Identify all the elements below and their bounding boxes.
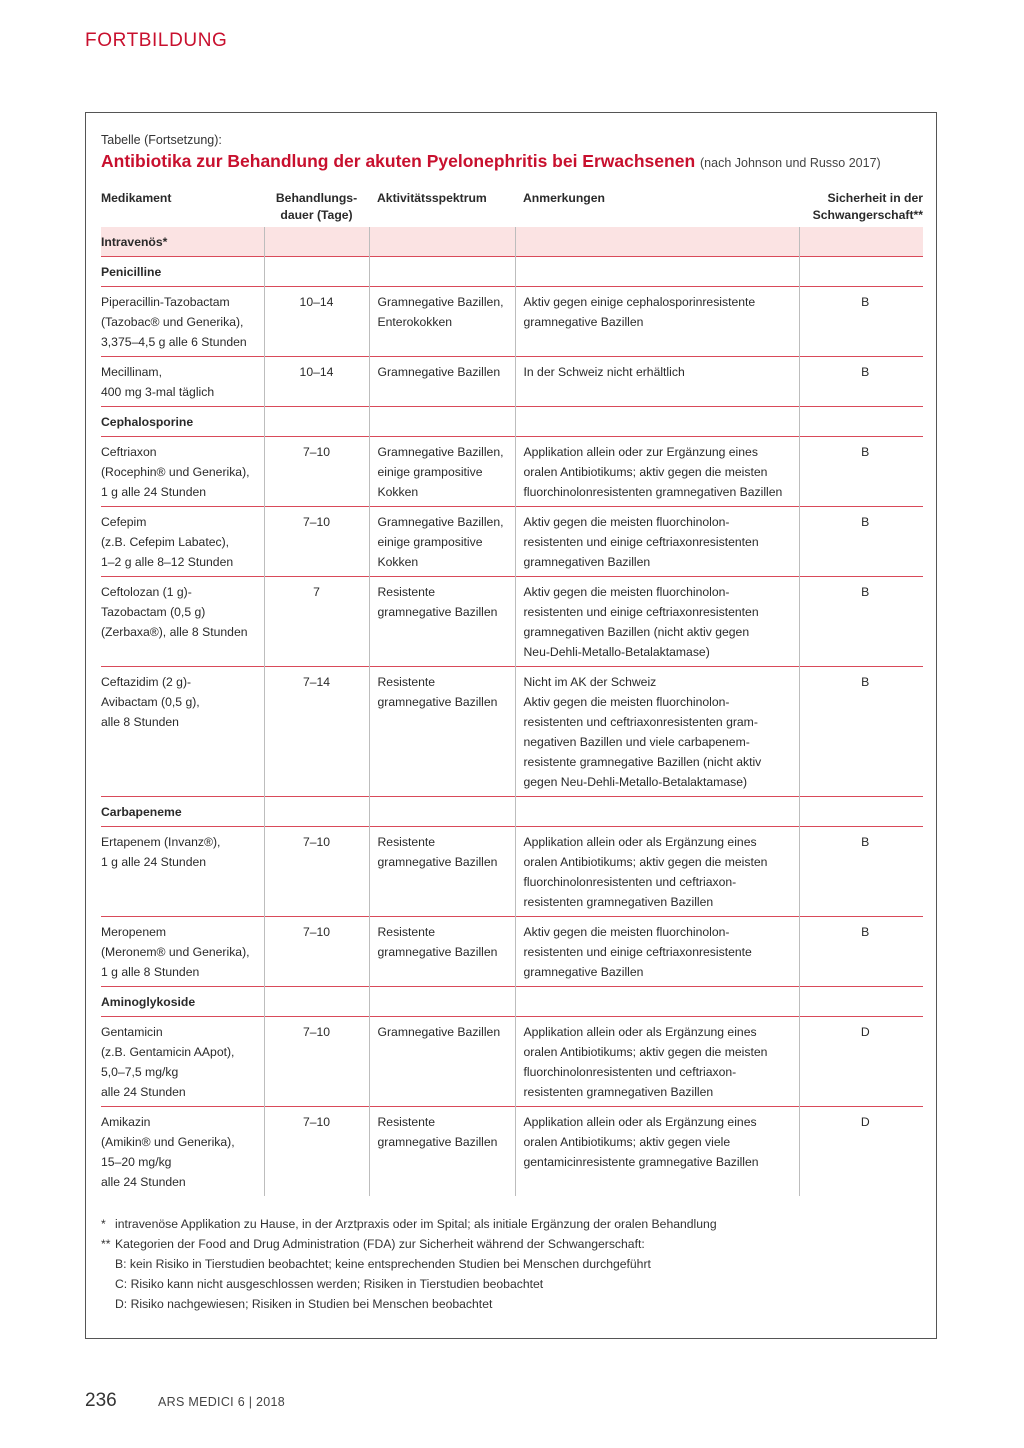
drug-line: Amikazin <box>101 1115 151 1129</box>
safety-cell: B <box>799 437 923 507</box>
spectrum-cell <box>369 1107 515 1197</box>
safety-cell: B <box>799 287 923 357</box>
spectrum-line: Resistente <box>377 835 436 849</box>
drug-line: (Meronem® und Generika), <box>101 945 250 959</box>
notes-line: oralen Antibiotikums; aktiv gegen die meisten <box>523 1045 768 1059</box>
column-header-anmerkungen: Anmerkungen <box>523 191 605 205</box>
duration-cell: 7–10 <box>264 917 369 987</box>
notes-cell <box>515 287 799 357</box>
section-label-aminoglykoside: Aminoglykoside <box>101 987 264 1017</box>
notes-line: resistenten und ceftriaxonresistenten gram- <box>523 715 758 729</box>
drug-line: Piperacillin-Tazobactam <box>101 295 230 309</box>
duration-cell: 7–10 <box>264 507 369 577</box>
drug-line: 400 mg 3-mal täglich <box>101 385 215 399</box>
spectrum-cell <box>369 827 515 917</box>
section-label-cephalosporine: Cephalosporine <box>101 407 264 437</box>
drug-line: 1–2 g alle 8–12 Stunden <box>101 555 234 569</box>
notes-line: fluorchinolonresistenten und ceftriaxon- <box>523 1065 737 1079</box>
footnote-star-marker: * <box>101 1217 106 1231</box>
drug-line: 1 g alle 24 Stunden <box>101 855 207 869</box>
safety-cell: B <box>799 827 923 917</box>
safety-cell: B <box>799 577 923 667</box>
table-row <box>101 827 923 917</box>
footnote-double-star-marker: ** <box>101 1237 111 1251</box>
duration-cell: 10–14 <box>264 357 369 407</box>
drug-line: alle 24 Stunden <box>101 1175 186 1189</box>
section-row-cephalosporine <box>101 407 923 437</box>
drug-cell <box>101 917 264 987</box>
footnote-star <box>101 1214 717 1234</box>
table-row <box>101 507 923 577</box>
spectrum-line: einige grampositive <box>377 465 483 479</box>
notes-cell <box>515 1017 799 1107</box>
section-label-intravenoes: Intravenös* <box>101 227 264 257</box>
notes-cell <box>515 577 799 667</box>
notes-line: resistente gramnegative Bazillen (nicht aktiv <box>523 755 762 769</box>
safety-cell: D <box>799 1017 923 1107</box>
spectrum-line: Enterokokken <box>377 315 453 329</box>
drug-line: (Amikin® und Generika), <box>101 1135 235 1149</box>
spectrum-cell <box>369 667 515 797</box>
drug-cell <box>101 1107 264 1197</box>
notes-line: resistenten gramnegativen Bazillen <box>523 895 714 909</box>
journal-name: ARS MEDICI 6 | 2018 <box>158 1395 286 1409</box>
drug-line: 15–20 mg/kg <box>101 1155 172 1169</box>
notes-cell <box>515 507 799 577</box>
notes-cell <box>515 917 799 987</box>
spectrum-cell <box>369 1017 515 1107</box>
spectrum-line: Gramnegative Bazillen, <box>377 445 504 459</box>
table-row <box>101 357 923 407</box>
table-row <box>101 1107 923 1197</box>
footnote-category-d: D: Risiko nachgewiesen; Risiken in Studien bei Menschen beobachtet <box>115 1297 493 1311</box>
drug-line: Cefepim <box>101 515 147 529</box>
column-header-dauer-line1: Behandlungs- <box>275 191 358 205</box>
drug-cell <box>101 827 264 917</box>
safety-cell: B <box>799 917 923 987</box>
spectrum-cell <box>369 437 515 507</box>
drug-line: 1 g alle 24 Stunden <box>101 485 207 499</box>
notes-line: Applikation allein oder als Ergänzung eines <box>523 1115 757 1129</box>
antibiotics-table <box>101 189 923 1196</box>
notes-line: Applikation allein oder zur Ergänzung eines <box>523 445 758 459</box>
safety-cell: B <box>799 507 923 577</box>
column-header-sicherheit <box>799 189 923 227</box>
spectrum-line: gramnegative Bazillen <box>377 1135 498 1149</box>
drug-line: 3,375–4,5 g alle 6 Stunden <box>101 335 247 349</box>
duration-cell: 7 <box>264 577 369 667</box>
notes-cell <box>515 357 799 407</box>
table-box <box>85 112 937 1339</box>
spectrum-line: Resistente <box>377 925 436 939</box>
drug-cell <box>101 667 264 797</box>
duration-cell: 7–10 <box>264 437 369 507</box>
drug-line: Ertapenem (Invanz®), <box>101 835 221 849</box>
table-title-text: Antibiotika zur Behandlung der akuten Pyelonephritis bei Erwachsenen <box>101 151 696 171</box>
spectrum-line: gramnegative Bazillen <box>377 605 498 619</box>
footnote-double-star <box>101 1234 717 1254</box>
drug-cell <box>101 437 264 507</box>
notes-line: In der Schweiz nicht erhältlich <box>523 365 685 379</box>
notes-line: gentamicinresistente gramnegative Bazillen <box>523 1155 759 1169</box>
drug-line: (Rocephin® und Generika), <box>101 465 250 479</box>
table-title <box>101 151 881 172</box>
drug-line: (Tazobac® und Generika), <box>101 315 244 329</box>
drug-cell <box>101 357 264 407</box>
drug-line: 1 g alle 8 Stunden <box>101 965 200 979</box>
drug-line: 5,0–7,5 mg/kg <box>101 1065 179 1079</box>
notes-line: Aktiv gegen einige cephalosporinresistente <box>523 295 756 309</box>
spectrum-cell <box>369 507 515 577</box>
column-header-spektrum: Aktivitätsspektrum <box>377 191 487 205</box>
drug-line: Ceftriaxon <box>101 445 157 459</box>
footnotes <box>101 1214 717 1314</box>
duration-cell: 7–10 <box>264 1107 369 1197</box>
duration-cell: 7–10 <box>264 827 369 917</box>
spectrum-line: einige grampositive <box>377 535 483 549</box>
spectrum-cell <box>369 917 515 987</box>
safety-cell: D <box>799 1107 923 1197</box>
table-header-row <box>101 189 923 227</box>
table-row <box>101 287 923 357</box>
column-header-dauer <box>264 189 369 227</box>
spectrum-line: Gramnegative Bazillen, <box>377 515 504 529</box>
spectrum-line: gramnegative Bazillen <box>377 855 498 869</box>
safety-cell: B <box>799 667 923 797</box>
notes-line: gramnegativen Bazillen (nicht aktiv gegen <box>523 625 750 639</box>
spectrum-cell <box>369 577 515 667</box>
drug-line: (Zerbaxa®), alle 8 Stunden <box>101 625 248 639</box>
section-label-penicilline: Penicilline <box>101 257 264 287</box>
duration-cell: 7–10 <box>264 1017 369 1107</box>
notes-line: Applikation allein oder als Ergänzung eines <box>523 1025 757 1039</box>
drug-line: Mecillinam, <box>101 365 162 379</box>
drug-line: Gentamicin <box>101 1025 163 1039</box>
spectrum-line: gramnegative Bazillen <box>377 695 498 709</box>
notes-cell <box>515 437 799 507</box>
notes-line: oralen Antibiotikums; aktiv gegen die meisten <box>523 855 768 869</box>
drug-line: Meropenem <box>101 925 167 939</box>
section-row-carbapeneme <box>101 797 923 827</box>
footnote-category-c: C: Risiko kann nicht ausgeschlossen werden; Risiken in Tierstudien beobachtet <box>115 1277 544 1291</box>
notes-line: Nicht im AK der Schweiz <box>523 675 657 689</box>
notes-line: oralen Antibiotikums; aktiv gegen viele <box>523 1135 731 1149</box>
notes-line: gramnegative Bazillen <box>523 315 644 329</box>
drug-cell <box>101 577 264 667</box>
notes-line: oralen Antibiotikums; aktiv gegen die meisten <box>523 465 768 479</box>
notes-line: Applikation allein oder als Ergänzung eines <box>523 835 757 849</box>
drug-line: Ceftolozan (1 g)- <box>101 585 192 599</box>
notes-line: fluorchinolonresistenten und ceftriaxon- <box>523 875 737 889</box>
drug-line: (z.B. Gentamicin AApot), <box>101 1045 235 1059</box>
drug-line: Tazobactam (0,5 g) <box>101 605 206 619</box>
column-header-medikament: Medikament <box>101 191 172 205</box>
table-row <box>101 577 923 667</box>
notes-line: resistenten und einige ceftriaxonresistente <box>523 945 752 959</box>
section-row-aminoglykoside <box>101 987 923 1017</box>
spectrum-line: Gramnegative Bazillen <box>377 365 501 379</box>
table-row <box>101 917 923 987</box>
notes-cell <box>515 827 799 917</box>
page-number: 236 <box>85 1390 117 1411</box>
section-row-penicilline <box>101 257 923 287</box>
drug-cell <box>101 1017 264 1107</box>
spectrum-line: Gramnegative Bazillen, <box>377 295 504 309</box>
safety-cell: B <box>799 357 923 407</box>
notes-line: Aktiv gegen die meisten fluorchinolon- <box>523 695 730 709</box>
spectrum-line: Kokken <box>377 485 419 499</box>
notes-line: negativen Bazillen und viele carbapenem- <box>523 735 750 749</box>
section-label-carbapeneme: Carbapeneme <box>101 797 264 827</box>
notes-line: gegen Neu-Dehli-Metallo-Betalaktamase) <box>523 775 748 789</box>
table-caption-label: Tabelle (Fortsetzung): <box>101 133 222 147</box>
section-row-intravenoes <box>101 227 923 257</box>
spectrum-cell <box>369 357 515 407</box>
drug-cell <box>101 287 264 357</box>
spectrum-cell <box>369 287 515 357</box>
drug-line: alle 8 Stunden <box>101 715 179 729</box>
column-header-sicherheit-line2: Schwangerschaft** <box>812 208 923 222</box>
notes-line: gramnegative Bazillen <box>523 965 644 979</box>
table-row <box>101 437 923 507</box>
notes-cell <box>515 667 799 797</box>
spectrum-line: Kokken <box>377 555 419 569</box>
notes-line: gramnegativen Bazillen <box>523 555 651 569</box>
footnote-category-b: B: kein Risiko in Tierstudien beobachtet; keine entsprechenden Studien bei Menschen durchgeführt <box>115 1257 651 1271</box>
table-row <box>101 1017 923 1107</box>
drug-cell <box>101 507 264 577</box>
notes-line: resistenten und einige ceftriaxonresistenten <box>523 535 759 549</box>
table-body <box>101 227 923 1196</box>
notes-line: Aktiv gegen die meisten fluorchinolon- <box>523 585 730 599</box>
column-header-dauer-line2: dauer (Tage) <box>280 208 353 222</box>
drug-line: (z.B. Cefepim Labatec), <box>101 535 230 549</box>
spectrum-line: Resistente <box>377 1115 436 1129</box>
notes-line: resistenten und einige ceftriaxonresistenten <box>523 605 759 619</box>
notes-line: Aktiv gegen die meisten fluorchinolon- <box>523 515 730 529</box>
spectrum-line: Gramnegative Bazillen <box>377 1025 501 1039</box>
notes-line: Aktiv gegen die meisten fluorchinolon- <box>523 925 730 939</box>
drug-line: alle 24 Stunden <box>101 1085 186 1099</box>
footnote-double-star-text: Kategorien der Food and Drug Administration (FDA) zur Sicherheit während der Schwangerschaft: <box>115 1237 645 1251</box>
table-source: (nach Johnson und Russo 2017) <box>700 156 881 170</box>
column-header-sicherheit-line1: Sicherheit in der <box>827 191 923 205</box>
spectrum-line: Resistente <box>377 675 436 689</box>
notes-cell <box>515 1107 799 1197</box>
table-row <box>101 667 923 797</box>
spectrum-line: Resistente <box>377 585 436 599</box>
duration-cell: 10–14 <box>264 287 369 357</box>
notes-line: fluorchinolonresistenten gramnegativen Bazillen <box>523 485 783 499</box>
section-label: FORTBILDUNG <box>85 30 228 51</box>
spectrum-line: gramnegative Bazillen <box>377 945 498 959</box>
drug-line: Ceftazidim (2 g)- <box>101 675 192 689</box>
footnote-star-text: intravenöse Applikation zu Hause, in der Arztpraxis oder im Spital; als initiale Ergänzung der oralen Behandlung <box>115 1217 717 1231</box>
drug-line: Avibactam (0,5 g), <box>101 695 200 709</box>
notes-line: Neu-Dehli-Metallo-Betalaktamase) <box>523 645 710 659</box>
duration-cell: 7–14 <box>264 667 369 797</box>
notes-line: resistenten gramnegativen Bazillen <box>523 1085 714 1099</box>
